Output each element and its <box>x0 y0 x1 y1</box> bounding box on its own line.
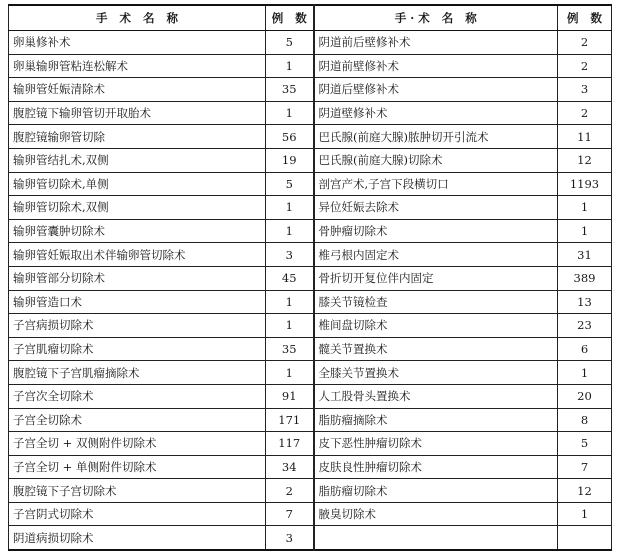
case-count-left: 5 <box>266 31 314 55</box>
surgery-name-right: 腋臭切除术 <box>314 502 558 526</box>
surgery-name-right: 剖宫产术,子宫下段横切口 <box>314 172 558 196</box>
case-count-left: 35 <box>266 78 314 102</box>
table-row <box>9 78 612 102</box>
case-count-right: 389 <box>558 266 612 290</box>
surgery-name-left: 子宫肌瘤切除术 <box>9 337 266 361</box>
surgery-name-left: 输卵管切除术,单侧 <box>9 172 266 196</box>
table-header-row <box>9 5 612 31</box>
case-count-left: 45 <box>266 266 314 290</box>
surgery-name-right: 皮下恶性肿瘤切除术 <box>314 432 558 456</box>
case-count-left: 1 <box>266 314 314 338</box>
surgery-name-right: 巴氏腺(前庭大腺)切除术 <box>314 148 558 172</box>
surgery-name-left: 卵巢输卵管粘连松解术 <box>9 54 266 78</box>
surgery-name-left: 输卵管妊娠取出术伴输卵管切除术 <box>9 243 266 267</box>
surgery-name-right: 阴道前壁修补术 <box>314 54 558 78</box>
surgery-name-right: 脂肪瘤切除术 <box>314 479 558 503</box>
table-row <box>9 502 612 526</box>
table-row <box>9 196 612 220</box>
table-row <box>9 408 612 432</box>
surgery-name-left: 子宫全切除术 <box>9 408 266 432</box>
table-row <box>9 148 612 172</box>
surgery-name-right: 人工股骨头置换术 <box>314 384 558 408</box>
case-count-right: 3 <box>558 78 612 102</box>
case-count-right: 1 <box>558 219 612 243</box>
surgery-name-left: 子宫阴式切除术 <box>9 502 266 526</box>
case-count-left: 5 <box>266 172 314 196</box>
table-row <box>9 479 612 503</box>
table-row <box>9 243 612 267</box>
table-row <box>9 361 612 385</box>
case-count-left: 19 <box>266 148 314 172</box>
surgery-name-left: 子宫全切 + 单侧附件切除术 <box>9 455 266 479</box>
case-count-right: 13 <box>558 290 612 314</box>
case-count-left: 2 <box>266 479 314 503</box>
surgery-name-right <box>314 526 558 550</box>
header-right-name: 手·术 名 称 <box>314 5 558 31</box>
case-count-right: 5 <box>558 432 612 456</box>
surgery-name-left: 输卵管部分切除术 <box>9 266 266 290</box>
case-count-left: 91 <box>266 384 314 408</box>
surgery-name-right: 椎间盘切除术 <box>314 314 558 338</box>
surgery-name-right: 阴道前后壁修补术 <box>314 31 558 55</box>
surgery-name-left: 子宫次全切除术 <box>9 384 266 408</box>
table-row <box>9 31 612 55</box>
case-count-left: 35 <box>266 337 314 361</box>
case-count-left: 1 <box>266 101 314 125</box>
case-count-left: 56 <box>266 125 314 149</box>
surgery-name-right: 髋关节置换术 <box>314 337 558 361</box>
case-count-right: 1 <box>558 502 612 526</box>
case-count-right: 6 <box>558 337 612 361</box>
table-row <box>9 432 612 456</box>
surgery-name-left: 阴道病损切除术 <box>9 526 266 550</box>
table-row <box>9 337 612 361</box>
surgery-name-right: 阴道壁修补术 <box>314 101 558 125</box>
table-row <box>9 384 612 408</box>
surgery-name-right: 阴道后壁修补术 <box>314 78 558 102</box>
table-body <box>9 31 612 551</box>
case-count-right: 20 <box>558 384 612 408</box>
table-row <box>9 455 612 479</box>
case-count-right: 1193 <box>558 172 612 196</box>
case-count-left: 3 <box>266 526 314 550</box>
surgery-name-left: 腹腔镜下子宫切除术 <box>9 479 266 503</box>
table-row <box>9 172 612 196</box>
surgery-name-left: 输卵管妊娠清除术 <box>9 78 266 102</box>
table-row <box>9 290 612 314</box>
case-count-left: 171 <box>266 408 314 432</box>
case-count-right: 11 <box>558 125 612 149</box>
case-count-left: 34 <box>266 455 314 479</box>
surgery-name-left: 输卵管造口术 <box>9 290 266 314</box>
case-count-right: 8 <box>558 408 612 432</box>
surgery-name-left: 腹腔镜下子宫肌瘤摘除术 <box>9 361 266 385</box>
header-left-count: 例 数 <box>266 5 314 31</box>
case-count-right: 7 <box>558 455 612 479</box>
case-count-right: 1 <box>558 196 612 220</box>
surgery-name-right: 骨肿瘤切除术 <box>314 219 558 243</box>
table-row <box>9 314 612 338</box>
table-row <box>9 125 612 149</box>
surgery-name-left: 子宫病损切除术 <box>9 314 266 338</box>
surgery-name-right: 脂肪瘤摘除术 <box>314 408 558 432</box>
surgery-name-right: 全膝关节置换术 <box>314 361 558 385</box>
table-row <box>9 101 612 125</box>
surgery-name-right: 膝关节镜检查 <box>314 290 558 314</box>
surgery-name-left: 子宫全切 + 双侧附件切除术 <box>9 432 266 456</box>
case-count-left: 7 <box>266 502 314 526</box>
case-count-right: 31 <box>558 243 612 267</box>
case-count-left: 1 <box>266 361 314 385</box>
case-count-left: 1 <box>266 219 314 243</box>
case-count-left: 1 <box>266 290 314 314</box>
case-count-left: 1 <box>266 196 314 220</box>
case-count-right: 2 <box>558 101 612 125</box>
surgery-name-left: 输卵管切除术,双侧 <box>9 196 266 220</box>
table-row <box>9 266 612 290</box>
surgery-name-left: 输卵管囊肿切除术 <box>9 219 266 243</box>
header-right-count: 例 数 <box>558 5 612 31</box>
case-count-right: 1 <box>558 361 612 385</box>
surgery-name-left: 输卵管结扎术,双侧 <box>9 148 266 172</box>
surgery-name-right: 骨折切开复位伴内固定 <box>314 266 558 290</box>
case-count-right: 12 <box>558 148 612 172</box>
case-count-right: 23 <box>558 314 612 338</box>
surgery-name-right: 异位妊娠去除术 <box>314 196 558 220</box>
case-count-right: 2 <box>558 31 612 55</box>
table-row <box>9 219 612 243</box>
surgery-name-right: 巴氏腺(前庭大腺)脓肿切开引流术 <box>314 125 558 149</box>
surgery-name-left: 卵巢修补术 <box>9 31 266 55</box>
surgery-count-table <box>8 4 612 551</box>
surgery-name-left: 腹腔镜下输卵管切开取胎术 <box>9 101 266 125</box>
surgery-name-right: 皮肤良性肿瘤切除术 <box>314 455 558 479</box>
header-left-name: 手 术 名 称 <box>9 5 266 31</box>
case-count-right <box>558 526 612 550</box>
surgery-name-right: 椎弓根内固定术 <box>314 243 558 267</box>
case-count-right: 12 <box>558 479 612 503</box>
table-row <box>9 54 612 78</box>
case-count-right: 2 <box>558 54 612 78</box>
case-count-left: 117 <box>266 432 314 456</box>
case-count-left: 1 <box>266 54 314 78</box>
case-count-left: 3 <box>266 243 314 267</box>
table-row <box>9 526 612 550</box>
surgery-name-left: 腹腔镜输卵管切除 <box>9 125 266 149</box>
